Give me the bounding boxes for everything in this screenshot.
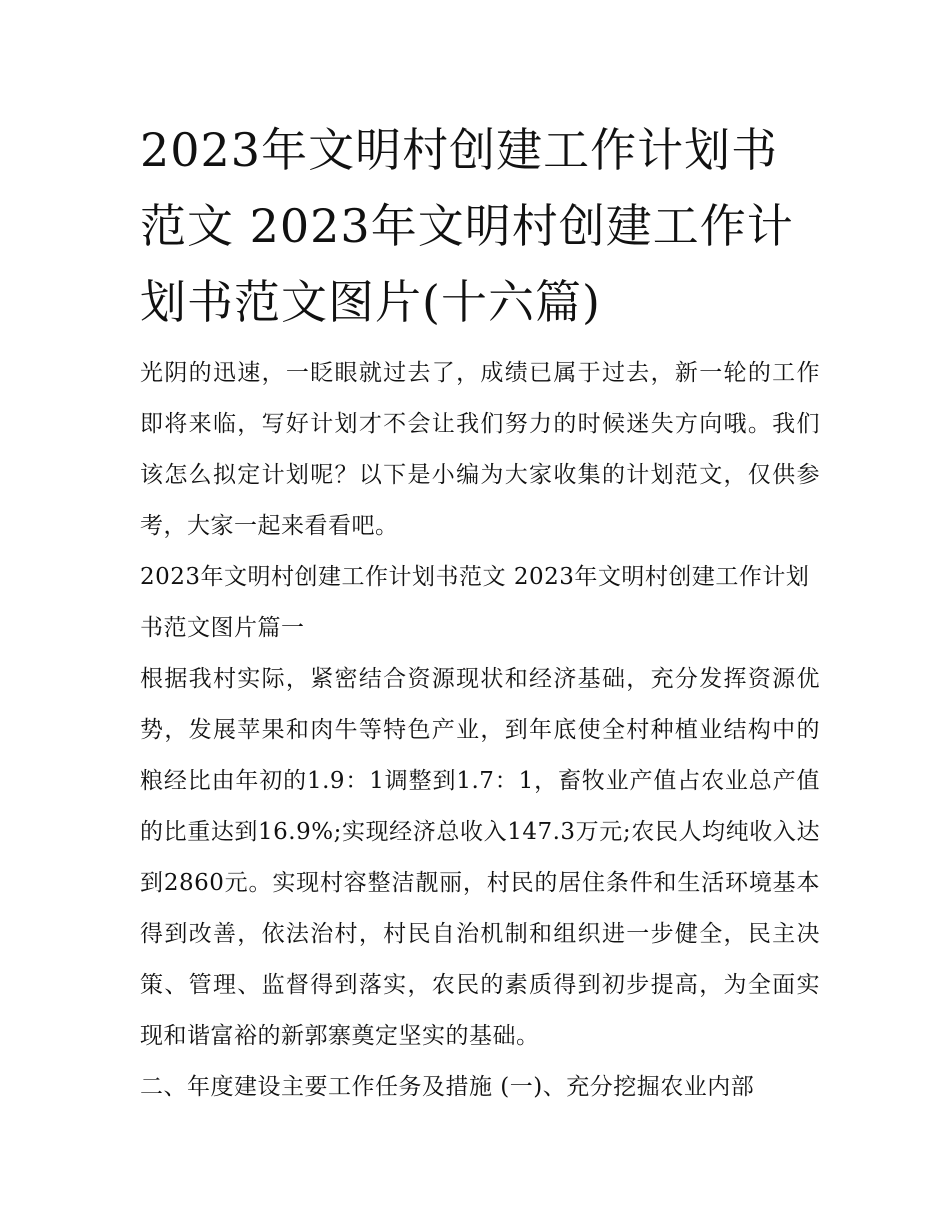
body-paragraph: 根据我村实际，紧密结合资源现状和经济基础，充分发挥资源优势，发展苹果和肉牛等特色产业，到年底使全村种植业结构中的粮经比由年初的1.9：1调整到1.7：1，畜牧业产值占农业总产值的比重达到16.9%;实现经济总收入147.3万元;农民人均纯收入达到2860元。实现村容整洁靓丽，村民的居住条件和生活环境基本得到改善，依法治村，村民自治机制和组织进一步健全，民主决策、管理、监督得到落实，农民的素质得到初步提高，为全面实现和谐富裕的新郭寨奠定坚实的基础。 <box>140 666 820 1049</box>
document-content <box>140 112 820 1113</box>
document-title: 2023年文明村创建工作计划书范文 2023年文明村创建工作计划书范文图片(十六篇) <box>140 123 794 329</box>
section-heading: 2023年文明村创建工作计划书范文 2023年文明村创建工作计划书范文图片篇一 <box>140 564 810 641</box>
intro-paragraph: 光阴的迅速，一眨眼就过去了，成绩已属于过去，新一轮的工作即将来临，写好计划才不会让我们努力的时候迷失方向哦。我们该怎么拟定计划呢？以下是小编为大家收集的计划范文，仅供参考，大家一起来看看吧。 <box>140 360 820 539</box>
tail-paragraph: 二、年度建设主要工作任务及措施 (一)、充分挖掘农业内部 <box>140 1074 755 1100</box>
